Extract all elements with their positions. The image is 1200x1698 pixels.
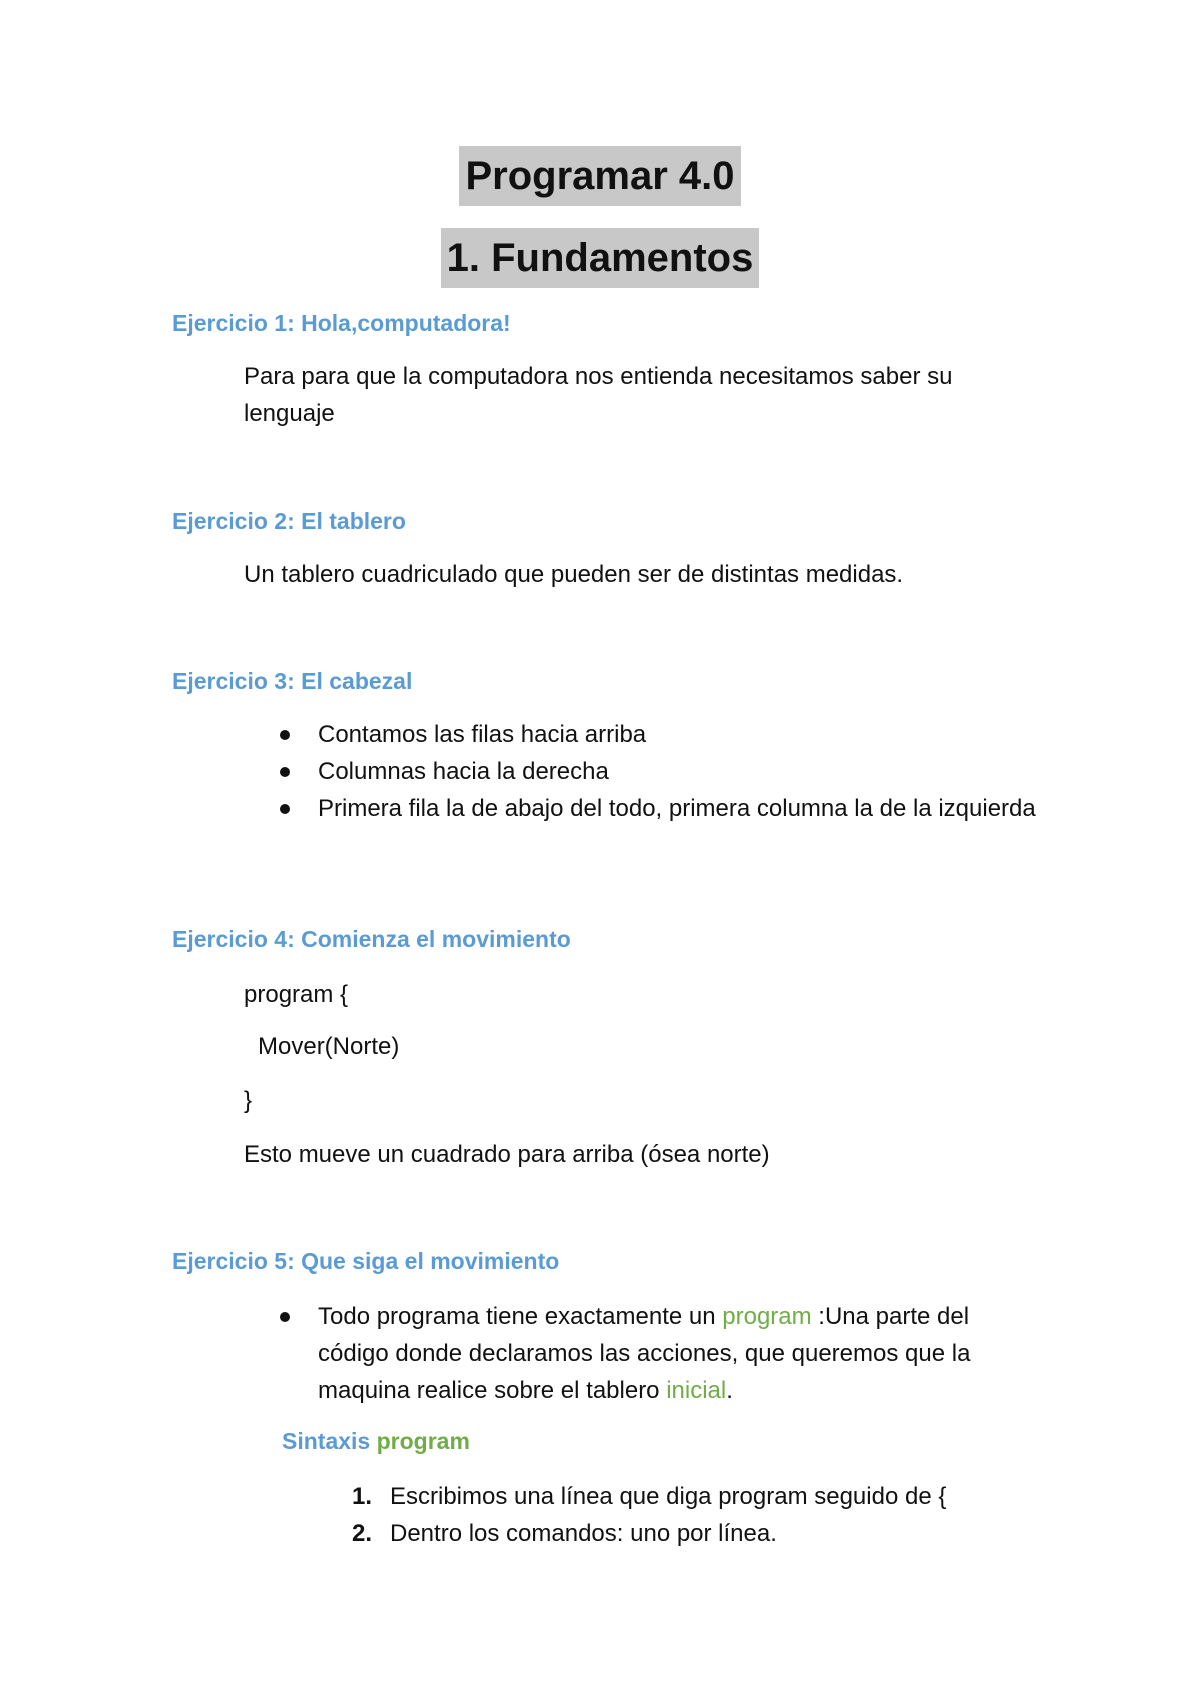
exercise-4-heading: Ejercicio 4: Comienza el movimiento: [172, 926, 571, 952]
bullet-text-c: .: [726, 1377, 733, 1404]
code-line-1: program {: [244, 981, 349, 1008]
section-title-text: 1. Fundamentos: [441, 228, 760, 288]
syntax-heading: [282, 1428, 470, 1455]
exercise-2-heading: Ejercicio 2: El tablero: [172, 508, 406, 534]
exercise-3-bullet-list: [280, 716, 1040, 827]
exercise-5-heading: Ejercicio 5: Que siga el movimiento: [172, 1248, 560, 1274]
keyword-inicial: inicial: [666, 1377, 727, 1404]
list-item: Contamos las filas hacia arriba: [280, 716, 1040, 753]
exercise-2-text: Un tablero cuadriculado que pueden ser de distintas medidas.: [244, 561, 904, 588]
syntax-steps-list: [352, 1478, 1052, 1552]
document-title: [0, 146, 1200, 206]
code-line-3: }: [244, 1087, 253, 1114]
syntax-label: Sintaxis: [282, 1428, 377, 1454]
step-text: Escribimos una línea que diga program seguido de {: [390, 1483, 947, 1510]
exercise-5-bullet-list: [280, 1298, 1040, 1409]
document-title-text: Programar 4.0: [459, 146, 740, 206]
keyword-program: program: [722, 1303, 812, 1330]
code-line-2: Mover(Norte): [258, 1033, 400, 1060]
list-item: [352, 1478, 1052, 1515]
exercise-1-text: Para para que la computadora nos entienda necesitamos saber su lenguaje: [244, 363, 953, 427]
step-number: 1.: [352, 1483, 373, 1510]
exercise-1-heading: Ejercicio 1: Hola,computadora!: [172, 310, 511, 336]
step-number: 2.: [352, 1520, 373, 1547]
section-title: [0, 228, 1200, 288]
step-text: Dentro los comandos: uno por línea.: [390, 1520, 777, 1547]
list-item: [280, 1298, 1040, 1409]
bullet-text-b: :Una parte del código donde declaramos las acciones, que queremos que la maquina realice sobre el tablero: [318, 1303, 971, 1404]
list-item: [352, 1515, 1052, 1552]
list-item: Primera fila la de abajo del todo, primera columna la de la izquierda: [280, 790, 1040, 827]
bullet-text-a: Todo programa tiene exactamente un: [318, 1303, 723, 1330]
syntax-keyword: program: [376, 1428, 470, 1454]
exercise-4-text: Esto mueve un cuadrado para arriba (ósea norte): [244, 1141, 770, 1168]
exercise-3-heading: Ejercicio 3: El cabezal: [172, 668, 413, 694]
list-item: Columnas hacia la derecha: [280, 753, 1040, 790]
